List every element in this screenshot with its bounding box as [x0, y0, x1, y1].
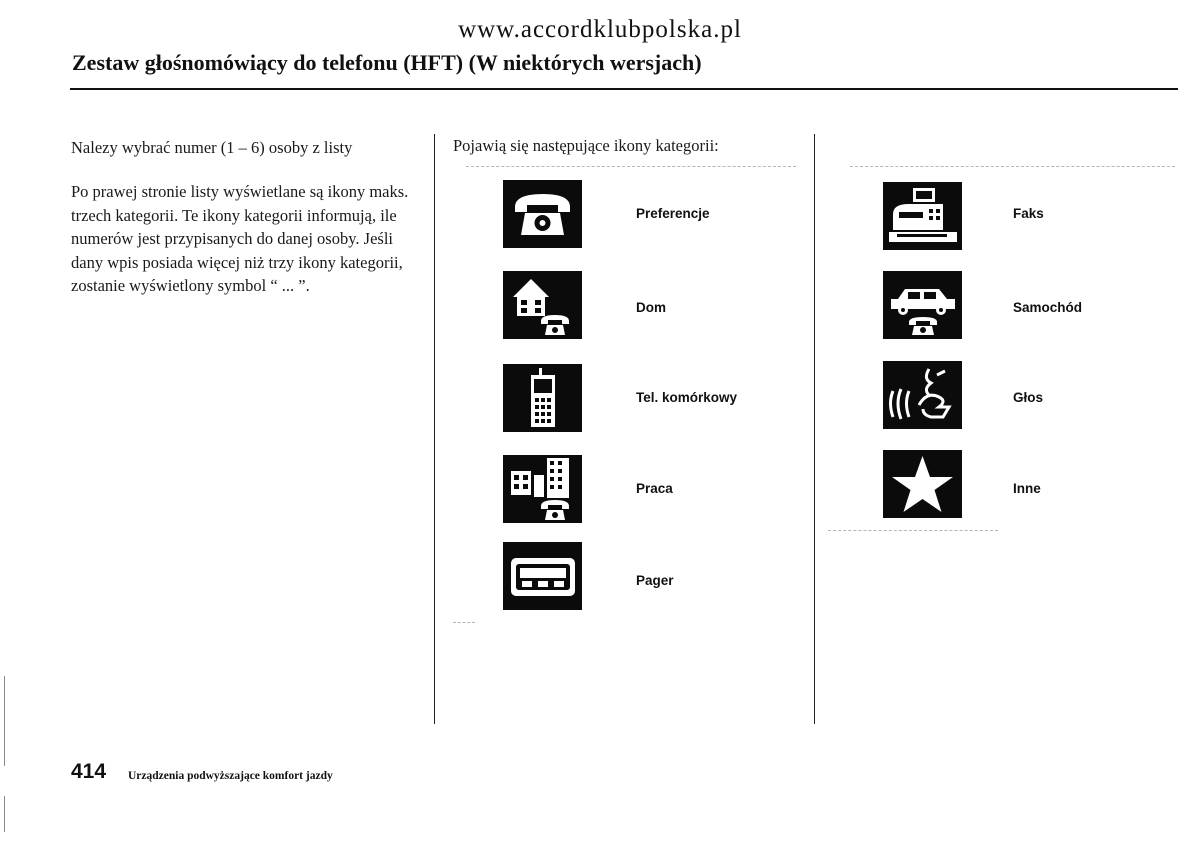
page-number: 414	[71, 760, 107, 783]
category-label-glos: Głos	[1013, 390, 1044, 405]
home-phone-icon	[503, 271, 582, 339]
instruction-paragraph: Nalezy wybrać numer (1 – 6) osoby z listy	[71, 138, 353, 157]
category-label-tel-komorkowy: Tel. komórkowy	[636, 390, 738, 405]
category-label-preferencje: Preferencje	[636, 206, 710, 221]
category-label-samochod: Samochód	[1013, 300, 1083, 315]
fax-icon	[883, 182, 962, 250]
mobile-phone-icon	[503, 364, 582, 432]
category-label-pager: Pager	[636, 573, 674, 588]
column-divider-right	[814, 134, 815, 724]
column-divider-left	[434, 134, 435, 724]
margin-mark	[4, 796, 5, 832]
voice-icon	[883, 361, 962, 429]
category-label-faks: Faks	[1013, 206, 1044, 221]
faint-rule	[453, 622, 475, 623]
star-icon	[883, 450, 962, 518]
faint-rule	[828, 530, 998, 531]
car-phone-icon	[883, 271, 962, 339]
title-divider	[70, 88, 1178, 90]
telephone-icon	[503, 180, 582, 248]
category-label-inne: Inne	[1013, 481, 1041, 496]
section-title: Urządzenia podwyższające komfort jazdy	[128, 770, 333, 782]
categories-intro: Pojawią się następujące ikony kategorii:	[453, 136, 719, 155]
category-label-dom: Dom	[636, 300, 666, 315]
site-url: www.accordklubpolska.pl	[458, 16, 742, 43]
category-label-praca: Praca	[636, 481, 673, 496]
faint-rule	[850, 166, 1175, 167]
work-phone-icon	[503, 455, 582, 523]
page-title: Zestaw głośnomówiący do telefonu (HFT) (W niektórych wersjach)	[72, 50, 702, 75]
description-paragraph: Po prawej stronie listy wyświetlane są ikony maks. trzech kategorii. Te ikony kategorii informują, ile numerów jest przypisanych do danej osoby. Jeśli dany wpis posiada więcej niż trzy ikony kategorii, zostanie wyświetlony symbol “ ... ”.	[71, 182, 409, 295]
faint-rule	[466, 166, 796, 167]
margin-mark	[4, 676, 5, 766]
pager-icon	[503, 542, 582, 610]
